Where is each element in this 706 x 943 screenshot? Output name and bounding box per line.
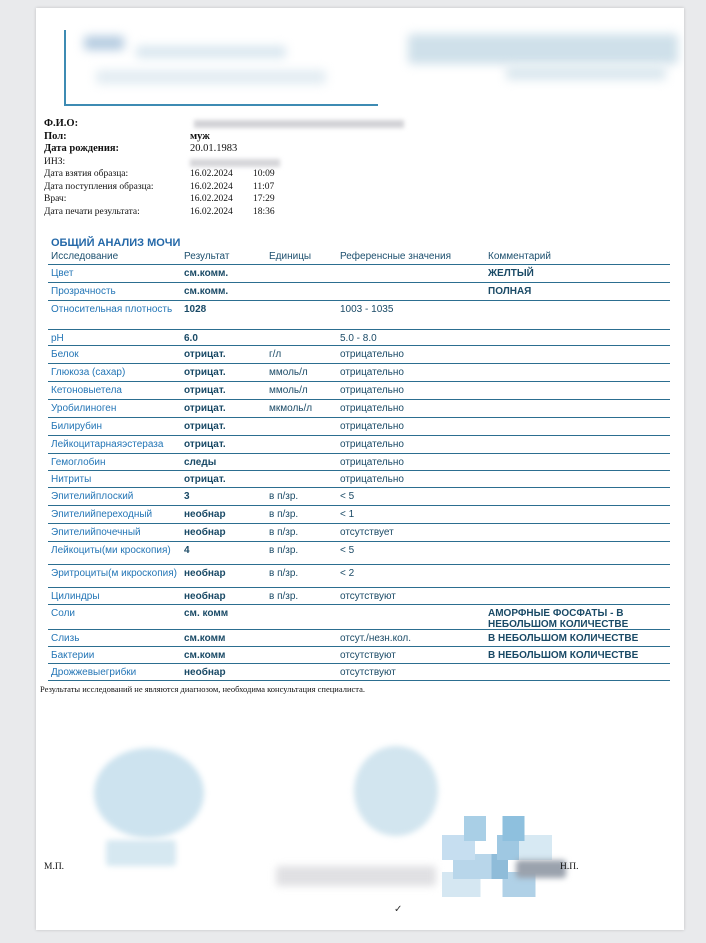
row-ref: 1003 - 1035 bbox=[340, 304, 394, 315]
table-row bbox=[48, 542, 670, 565]
redacted-clinic-logo bbox=[84, 36, 124, 50]
row-result: необнар bbox=[184, 591, 226, 602]
inz-row bbox=[44, 156, 444, 169]
table-row bbox=[48, 471, 670, 488]
inz-label: ИНЗ: bbox=[44, 156, 66, 167]
row-name: Бактерии bbox=[51, 650, 95, 661]
row-result: отрицат. bbox=[184, 421, 226, 432]
sex-label: Пол: bbox=[44, 130, 67, 142]
row-name: Цилиндры bbox=[51, 591, 100, 602]
row-name: Слизь bbox=[51, 633, 80, 644]
row-ref: 5.0 - 8.0 bbox=[340, 333, 377, 344]
row-comment: ЖЕЛТЫЙ bbox=[488, 268, 534, 279]
row-result: 6.0 bbox=[184, 333, 198, 344]
table-row bbox=[48, 400, 670, 418]
row-unit: ммоль/л bbox=[269, 367, 308, 378]
row-ref: < 5 bbox=[340, 545, 355, 556]
row-ref: отсут./незн.кол. bbox=[340, 633, 412, 644]
table-row bbox=[48, 346, 670, 364]
dob-label: Дата рождения: bbox=[44, 143, 120, 154]
dob-value: 20.01.1983 bbox=[190, 143, 238, 154]
date-label: Дата печати результата: bbox=[44, 206, 140, 217]
row-result: отрицат. bbox=[184, 385, 226, 396]
date-label: Дата поступления образца: bbox=[44, 181, 154, 192]
stamp-left-tail bbox=[106, 840, 176, 866]
table-row bbox=[48, 265, 670, 283]
fio-row bbox=[44, 118, 444, 131]
sex-row bbox=[44, 131, 444, 144]
row-ref: отрицательно bbox=[340, 457, 404, 468]
header-name: Исследование bbox=[51, 251, 119, 262]
redacted-clinic-name bbox=[136, 46, 286, 58]
row-name: Эпителийпочечный bbox=[51, 527, 141, 538]
table-row bbox=[48, 436, 670, 454]
row-ref: < 1 bbox=[340, 509, 355, 520]
row-ref: отрицательно bbox=[340, 474, 404, 485]
row-unit: в п/зр. bbox=[269, 568, 299, 579]
row-ref: отрицательно bbox=[340, 349, 404, 360]
redacted-header-right bbox=[408, 34, 678, 64]
table-row bbox=[48, 382, 670, 400]
table-row bbox=[48, 524, 670, 542]
table-row bbox=[48, 283, 670, 301]
signature-center bbox=[276, 866, 436, 886]
dob-row bbox=[44, 143, 444, 156]
row-name: Цвет bbox=[51, 268, 74, 279]
date-value: 16.02.2024 bbox=[190, 169, 233, 179]
row-result: отрицат. bbox=[184, 403, 226, 414]
row-name: Относительная плотность bbox=[51, 304, 173, 315]
row-name: Нитриты bbox=[51, 474, 92, 485]
header-unit: Единицы bbox=[269, 251, 312, 262]
redacted-header-right-2 bbox=[506, 66, 666, 80]
row-comment: В НЕБОЛЬШОМ КОЛИЧЕСТВЕ bbox=[488, 650, 639, 661]
row-comment: ПОЛНАЯ bbox=[488, 286, 532, 297]
date-value: 16.02.2024 bbox=[190, 181, 233, 192]
table-row bbox=[48, 605, 670, 630]
row-name: Уробилиноген bbox=[51, 403, 117, 414]
row-name: Эритроциты(м икроскопия) bbox=[51, 568, 177, 579]
row-name: Гемоглобин bbox=[51, 457, 106, 468]
row-comment: АМОРФНЫЕ ФОСФАТЫ - В НЕБОЛЬШОМ КОЛИЧЕСТВЕ bbox=[488, 608, 629, 630]
row-result: 1028 bbox=[184, 304, 207, 315]
row-comment: В НЕБОЛЬШОМ КОЛИЧЕСТВЕ bbox=[488, 633, 639, 644]
sex-value: муж bbox=[190, 130, 210, 142]
date-row bbox=[44, 193, 444, 206]
stamp-left bbox=[94, 748, 204, 838]
table-row bbox=[48, 506, 670, 524]
row-ref: отрицательно bbox=[340, 367, 404, 378]
time-value: 11:07 bbox=[253, 181, 275, 192]
row-name: Эпителийпереходный bbox=[51, 509, 153, 520]
row-name: pH bbox=[51, 333, 64, 344]
row-ref: отрицательно bbox=[340, 403, 404, 414]
row-ref: < 2 bbox=[340, 568, 355, 579]
date-row bbox=[44, 181, 444, 194]
check-mark-icon: ✓ bbox=[394, 904, 403, 915]
row-unit: в п/зр. bbox=[269, 545, 299, 556]
row-result: необнар bbox=[184, 568, 226, 579]
table-row bbox=[48, 418, 670, 436]
date-label: Дата взятия образца: bbox=[44, 169, 129, 179]
table-row bbox=[48, 301, 670, 330]
header-ref: Референсные значения bbox=[340, 251, 452, 262]
patient-info bbox=[44, 118, 444, 218]
time-value: 17:29 bbox=[253, 194, 275, 204]
time-value: 18:36 bbox=[253, 206, 275, 217]
date-label: Врач: bbox=[44, 194, 67, 204]
row-result: см.комм. bbox=[184, 268, 229, 279]
row-result: необнар bbox=[184, 667, 226, 678]
row-ref: отрицательно bbox=[340, 421, 404, 432]
row-unit: в п/зр. bbox=[269, 491, 299, 502]
stamp-center bbox=[354, 746, 438, 836]
row-result: см. комм bbox=[184, 608, 229, 619]
lab-title: ОБЩИЙ АНАЛИЗ МОЧИ bbox=[51, 237, 181, 249]
header-result: Результат bbox=[184, 251, 230, 262]
table-row bbox=[48, 364, 670, 382]
row-ref: отрицательно bbox=[340, 385, 404, 396]
row-name: Белок bbox=[51, 349, 79, 360]
date-row bbox=[44, 206, 444, 219]
row-result: см.комм bbox=[184, 633, 226, 644]
row-name: Соли bbox=[51, 608, 75, 619]
row-name: Кетоновыетела bbox=[51, 385, 122, 396]
date-value: 16.02.2024 bbox=[190, 194, 233, 204]
row-result: необнар bbox=[184, 509, 226, 520]
redacted-inz bbox=[190, 159, 280, 167]
row-result: см.комм. bbox=[184, 286, 229, 297]
stamp-place-right: Н.П. bbox=[560, 862, 579, 872]
row-result: необнар bbox=[184, 527, 226, 538]
row-result: отрицат. bbox=[184, 349, 226, 360]
row-result: см.комм bbox=[184, 650, 226, 661]
date-row bbox=[44, 168, 444, 181]
table-row bbox=[48, 630, 670, 647]
row-result: следы bbox=[184, 457, 217, 468]
table-row bbox=[48, 454, 670, 471]
row-name: Глюкоза (сахар) bbox=[51, 367, 126, 378]
row-name: Лейкоцитарнаяэстераза bbox=[51, 439, 164, 450]
fio-label: Ф.И.О: bbox=[44, 118, 79, 129]
table-header bbox=[48, 250, 670, 265]
table-row bbox=[48, 565, 670, 588]
row-result: отрицат. bbox=[184, 439, 226, 450]
row-name: Дрожжевыегрибки bbox=[51, 667, 137, 678]
row-unit: в п/зр. bbox=[269, 527, 299, 538]
signature-right bbox=[516, 860, 566, 878]
row-unit: в п/зр. bbox=[269, 591, 299, 602]
disclaimer-footnote: Результаты исследований не являются диагнозом, необходима консультация специалиста. bbox=[40, 684, 365, 694]
table-row bbox=[48, 588, 670, 605]
time-value: 10:09 bbox=[253, 169, 275, 179]
header-comment: Комментарий bbox=[488, 251, 551, 262]
row-unit: г/л bbox=[269, 349, 282, 360]
table-row bbox=[48, 330, 670, 346]
row-ref: отсутствуют bbox=[340, 591, 396, 602]
report-sheet bbox=[36, 8, 684, 930]
row-ref: отсутствует bbox=[340, 527, 394, 538]
row-name: Прозрачность bbox=[51, 286, 116, 297]
row-name: Эпителийплоский bbox=[51, 491, 134, 502]
stamp-place-left: М.П. bbox=[44, 862, 65, 872]
row-ref: отсутствуют bbox=[340, 650, 396, 661]
row-unit: ммоль/л bbox=[269, 385, 308, 396]
redacted-fio bbox=[194, 120, 404, 128]
row-ref: отрицательно bbox=[340, 439, 404, 450]
row-name: Билирубин bbox=[51, 421, 102, 432]
row-ref: отсутствуют bbox=[340, 667, 396, 678]
row-result: 4 bbox=[184, 545, 190, 556]
lab-results bbox=[48, 236, 670, 681]
row-ref: < 5 bbox=[340, 491, 355, 502]
table-row bbox=[48, 647, 670, 664]
row-unit: в п/зр. bbox=[269, 509, 299, 520]
redacted-clinic-address bbox=[96, 70, 326, 84]
date-value: 16.02.2024 bbox=[190, 206, 233, 217]
row-result: 3 bbox=[184, 491, 190, 502]
table-row bbox=[48, 664, 670, 681]
row-name: Лейкоциты(ми кроскопия) bbox=[51, 545, 171, 556]
row-result: отрицат. bbox=[184, 474, 226, 485]
row-unit: мкмоль/л bbox=[269, 403, 313, 414]
table-row bbox=[48, 488, 670, 506]
row-result: отрицат. bbox=[184, 367, 226, 378]
